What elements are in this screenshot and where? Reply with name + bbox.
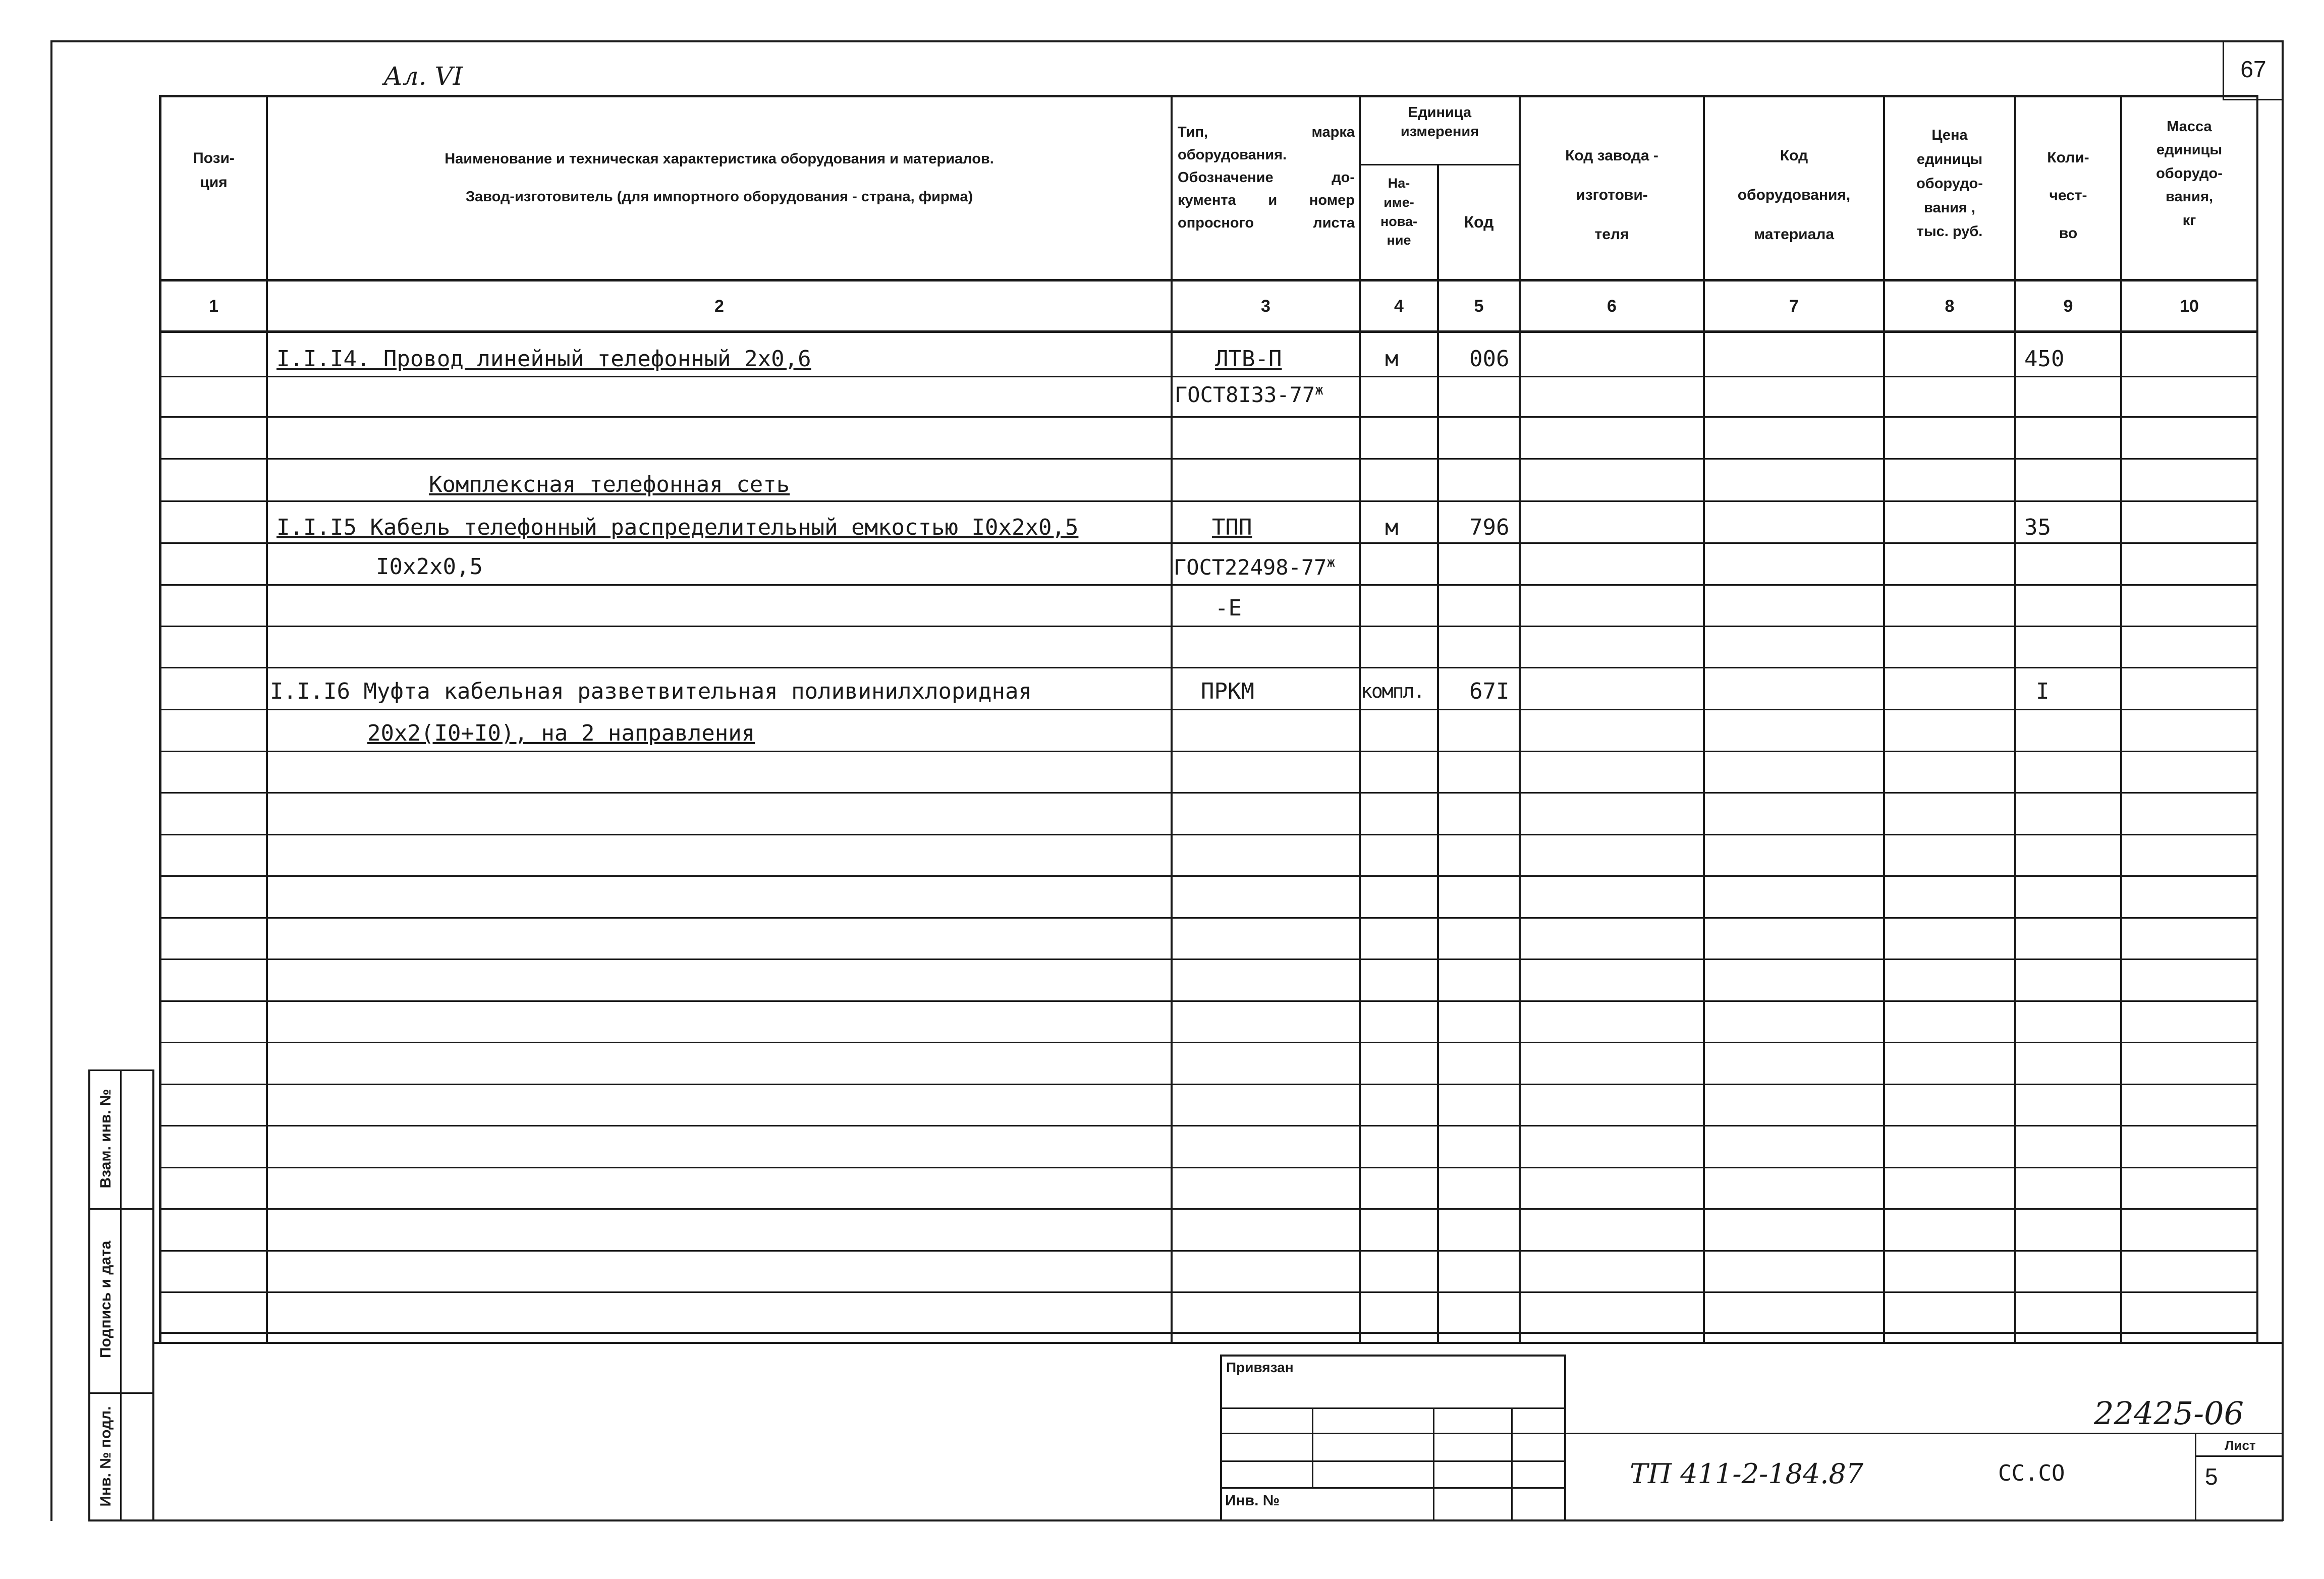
item-type: ЛТВ-П: [1215, 346, 1282, 372]
item-quantity: I: [2036, 679, 2050, 704]
row-line: [159, 958, 2258, 960]
stamp-privyazan-left: [1220, 1355, 1222, 1521]
item-name: I.I.I5 Кабель телефонный распределительный емкостью I0x2x0,5: [276, 515, 1079, 540]
page-number: 67: [2240, 56, 2266, 82]
item-code: 67I: [1469, 679, 1510, 704]
side-stamp-sep: [88, 1392, 154, 1394]
row-line: [159, 458, 2258, 460]
col-number: 9: [2063, 297, 2073, 316]
header-unit-code: Код: [1464, 213, 1494, 231]
col-line-1: [266, 95, 268, 1343]
frame-right: [2282, 40, 2284, 1521]
numbers-bottom: [159, 330, 2258, 333]
table-top: [159, 95, 2258, 97]
row-line: [159, 1250, 2258, 1252]
side-stamp-right: [152, 1069, 154, 1521]
header-bottom: [159, 279, 2258, 281]
table-bottom: [159, 1332, 2258, 1334]
row-line: [159, 1167, 2258, 1168]
item-name: I.I.I4. Провод линейный телефонный 2x0,6: [276, 346, 811, 372]
row-line: [159, 834, 2258, 835]
header-type: Тип, марка оборудования. Обозначение до- кумента и номер опросного листа: [1178, 124, 1355, 231]
header-unit-group: Единица измерения: [1400, 104, 1479, 140]
row-line: [159, 1000, 2258, 1002]
row-line: [159, 1042, 2258, 1043]
stamp-sheet-left: [2195, 1433, 2196, 1521]
stamp-grid-v: [1312, 1407, 1313, 1488]
row-line: [159, 1084, 2258, 1085]
stamp-grid: [1220, 1460, 1566, 1462]
col-line-0: [159, 95, 161, 1343]
header-position: Пози- ция: [193, 150, 235, 191]
header-equipment-code: Код оборудования, материала: [1737, 147, 1851, 243]
side-stamp-mid: [120, 1069, 122, 1521]
item-standard: $ГОСТ8I33-77^ж$: [1175, 381, 1324, 407]
item-standard: $ГОСТ22498-77^ж$: [1174, 554, 1336, 580]
col-line-5: [1519, 95, 1521, 1343]
item-code: 006: [1469, 346, 1510, 372]
col-line-7: [1883, 95, 1885, 1343]
col-number: 10: [2180, 297, 2199, 316]
side-podpis-label: Подпись и дата: [97, 1240, 114, 1358]
side-vzam-label: Взам. инв. №: [97, 1089, 114, 1189]
col-number: 1: [209, 297, 218, 316]
row-line: [159, 875, 2258, 877]
stamp-grid: [1220, 1433, 1566, 1434]
item-quantity: 450: [2024, 346, 2065, 372]
row-line: [159, 500, 2258, 502]
stamp-grid-v: [1433, 1407, 1434, 1521]
stamp-top: [154, 1342, 2283, 1344]
stamp-grid: [1220, 1407, 1566, 1409]
row-line: [159, 917, 2258, 919]
item-name-cont: 20x2(I0+I0), на 2 направления: [367, 720, 755, 746]
row-line: [159, 792, 2258, 794]
col-number: 3: [1261, 297, 1270, 316]
col-number: 4: [1394, 297, 1404, 316]
row-line: [159, 376, 2258, 377]
stamp-privyazan-right: [1564, 1355, 1566, 1521]
row-line: [159, 584, 2258, 586]
item-quantity: 35: [2024, 515, 2051, 540]
item-standard-suffix: -Е: [1215, 595, 1242, 621]
col-line-3: [1359, 95, 1361, 1343]
side-stamp-top: [88, 1069, 154, 1071]
col-line-8: [2014, 95, 2016, 1343]
header-quantity: Коли- чест- во: [2047, 149, 2089, 242]
col-number: 2: [714, 297, 724, 316]
header-mass: Масса единицы оборудо- вания, кг: [2156, 119, 2223, 229]
item-type: ПРКМ: [1201, 679, 1254, 704]
document-suffix: СС.СО: [1998, 1460, 2065, 1486]
item-unit: м: [1385, 515, 1399, 540]
stamp-doc-top: [1564, 1433, 2283, 1434]
row-line: [159, 416, 2258, 418]
unit-split: [1360, 164, 1520, 165]
frame-top: [50, 40, 2283, 42]
item-name: I.I.I6 Муфта кабельная разветвительная поливинилхлоридная: [270, 679, 1032, 704]
frame-bottom: [88, 1519, 2283, 1521]
document-code: ТП 411-2-184.87: [1630, 1458, 1864, 1490]
side-stamp-sep: [88, 1208, 154, 1210]
page-box-bottom: [2223, 99, 2283, 100]
item-code: 796: [1469, 515, 1510, 540]
item-type: ТПП: [1212, 515, 1252, 540]
col-number: 7: [1789, 297, 1799, 316]
col-number: 5: [1474, 297, 1484, 316]
frame-left: [50, 40, 52, 1521]
row-line: [159, 709, 2258, 710]
section-title: Комплексная телефонная сеть: [429, 472, 790, 497]
side-inv-podl-label: Инв. № подл.: [97, 1406, 114, 1507]
col-number: 6: [1607, 297, 1617, 316]
item-unit: компл.: [1361, 680, 1424, 702]
sheet-number: 5: [2205, 1463, 2218, 1490]
row-line: [159, 1125, 2258, 1126]
row-line: [159, 751, 2258, 752]
album-label: Ал. VI: [383, 62, 463, 91]
stamp-sheet-sep: [2195, 1455, 2283, 1457]
page-box-left: [2223, 40, 2224, 100]
side-stamp-left: [88, 1069, 90, 1521]
item-name-cont: I0x2x0,5: [376, 554, 483, 580]
header-price: Цена единицы оборудо- вания , тыс. руб.: [1916, 127, 1983, 240]
col-line-6: [1703, 95, 1705, 1343]
stamp-grid-v: [1511, 1407, 1513, 1521]
stamp-grid: [1220, 1487, 1566, 1489]
col-line-9: [2120, 95, 2122, 1343]
stamp-privyazan-top: [1220, 1355, 1566, 1357]
privyazan-label: Привязан: [1226, 1360, 1294, 1375]
header-unit-name: На- име- нова- ние: [1380, 176, 1418, 248]
row-line: [159, 626, 2258, 627]
header-factory-code: Код завода - изготови- теля: [1565, 147, 1658, 243]
col-line-10: [2256, 95, 2258, 1343]
sheet-label: Лист: [2225, 1438, 2256, 1453]
row-line: [159, 1208, 2258, 1210]
col-number: 8: [1945, 297, 1955, 316]
header-name: Наименование и техническая характеристика оборудования и материалов. Завод-изготовитель (для импортного оборудования - страна, фирма): [445, 151, 994, 205]
row-line: [159, 1291, 2258, 1293]
inv-no-label: Инв. №: [1225, 1492, 1280, 1509]
row-line: [159, 542, 2258, 544]
item-unit: м: [1385, 346, 1399, 372]
row-line: [159, 667, 2258, 668]
col-line-2: [1171, 95, 1173, 1343]
order-number: 22425-06: [2094, 1395, 2244, 1432]
